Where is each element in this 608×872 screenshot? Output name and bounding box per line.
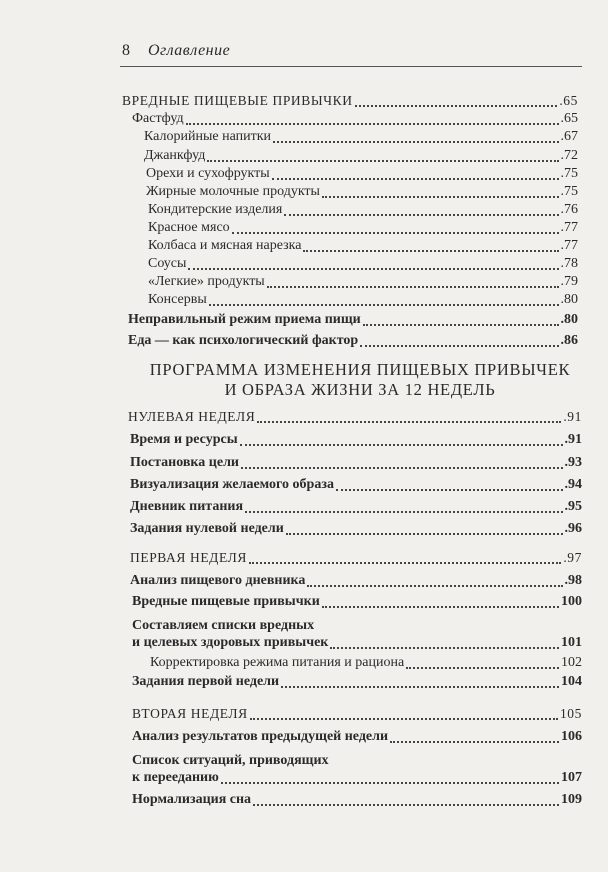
toc-entry-title: Дневник питания (130, 499, 244, 514)
leader-dots (360, 345, 558, 347)
toc-entry (144, 147, 578, 165)
toc-entry-page: .93 (564, 455, 582, 470)
toc-entry-section (122, 92, 578, 110)
toc-entry-title: и целевых здоровых привычек (132, 635, 329, 650)
toc-entry-page: .75 (560, 166, 578, 181)
toc-entry-title: Фастфуд (132, 111, 184, 126)
toc-entry-page: .97 (563, 550, 582, 565)
leader-dots (355, 105, 558, 107)
toc-entry-page: .80 (560, 292, 578, 307)
leader-dots (186, 123, 559, 125)
toc-entry-title: Колбаса и мясная нарезка (148, 238, 302, 253)
leader-dots (257, 421, 561, 423)
toc-entry-page: .91 (563, 409, 582, 424)
toc-entry-page: .77 (560, 220, 578, 235)
toc-entry (130, 498, 582, 516)
toc-entry-title: Красное мясо (148, 220, 230, 235)
toc-entry-title: Вредные пищевые привычки (132, 594, 320, 609)
toc-entry-title: Жирные молочные продукты (146, 184, 320, 199)
toc-entry-page: .86 (560, 333, 578, 348)
toc-entry-page: .75 (560, 184, 578, 199)
toc-entry-page: 109 (561, 792, 582, 807)
leader-dots (307, 585, 562, 587)
toc-entry-section (130, 549, 582, 567)
toc-entry (148, 291, 578, 309)
leader-dots (286, 533, 563, 535)
toc-entry-title: Соусы (148, 256, 187, 271)
toc-entry-title: Задания первой недели (132, 674, 280, 689)
toc-entry (146, 165, 578, 183)
toc-entry-section (128, 408, 582, 426)
toc-entry-title: НУЛЕВАЯ НЕДЕЛЯ (128, 409, 256, 424)
toc-entry-page: .77 (560, 238, 578, 253)
toc-entry-title: Еда — как психологический фактор (128, 333, 359, 348)
leader-dots (281, 686, 559, 688)
leader-dots (330, 647, 559, 649)
toc-entry (132, 634, 582, 652)
toc-entry-title: ПЕРВАЯ НЕДЕЛЯ (130, 550, 248, 565)
toc-entry-page: .65 (560, 111, 578, 126)
toc-entry (132, 728, 582, 746)
toc-entry (130, 454, 582, 472)
toc-entry-page: 100 (561, 594, 582, 609)
toc-entry-page: .72 (560, 148, 578, 163)
toc-entry (148, 273, 578, 291)
toc-entry-page: .98 (564, 573, 582, 588)
toc-entry (130, 476, 582, 494)
toc-entry-title: Постановка цели (130, 455, 239, 470)
toc-entry-page: .91 (564, 432, 582, 447)
leader-dots (241, 467, 563, 469)
toc-entry-title: Калорийные напитки (144, 129, 271, 144)
toc-entry-page: 106 (561, 729, 582, 744)
toc-entry-page: 105 (559, 706, 582, 721)
toc-entry-page: .78 (560, 256, 578, 271)
leader-dots (336, 489, 563, 491)
toc-entry-page: 102 (561, 655, 582, 670)
toc-entry (132, 593, 582, 611)
leader-dots (240, 444, 563, 446)
toc-entry (130, 520, 582, 538)
toc-entry-title: Орехи и сухофрукты (146, 166, 270, 181)
toc-entry-title: Джанкфуд (144, 148, 206, 163)
leader-dots (390, 741, 559, 743)
toc-entry-title: ВРЕДНЫЕ ПИЩЕВЫЕ ПРИВЫЧКИ (122, 93, 353, 108)
toc-entry-title: ВТОРАЯ НЕДЕЛЯ (132, 706, 248, 721)
leader-dots (322, 196, 559, 198)
toc-entry (148, 237, 578, 255)
toc-entry (148, 201, 578, 219)
toc-entry-page: .95 (564, 499, 582, 514)
toc-entry-title: Анализ пищевого дневника (130, 573, 306, 588)
leader-dots (245, 511, 562, 513)
toc-entry-title: Неправильный режим приема пищи (128, 312, 361, 327)
leader-dots (232, 232, 559, 234)
toc-entry-title: Нормализация сна (132, 792, 252, 807)
leader-dots (363, 324, 559, 326)
toc-entry-page: .94 (564, 477, 582, 492)
toc-entry-page: .96 (564, 521, 582, 536)
toc-entry-page: .79 (560, 274, 578, 289)
toc-entry-title: «Легкие» продукты (148, 274, 265, 289)
toc-entry-section (132, 705, 582, 723)
header-rule (120, 66, 582, 67)
leader-dots (209, 304, 559, 306)
toc-entry (132, 110, 578, 128)
toc-entry-title: Задания нулевой недели (130, 521, 284, 536)
toc-entry-page: 104 (561, 674, 582, 689)
toc-entry-title: Визуализация желаемого образа (130, 477, 334, 492)
toc-entry (148, 255, 578, 273)
toc-entry-page: .65 (559, 93, 578, 108)
leader-dots (249, 562, 561, 564)
page-number: 8 (122, 42, 130, 59)
leader-dots (272, 178, 559, 180)
toc-entry-title: Кондитерские изделия (148, 202, 283, 217)
toc-entry-title: Консервы (148, 292, 207, 307)
leader-dots (207, 160, 558, 162)
toc-entry (132, 769, 582, 787)
toc-entry (128, 332, 578, 350)
leader-dots (221, 782, 559, 784)
toc-entry (150, 654, 582, 672)
leader-dots (406, 667, 559, 669)
program-title-line2: И ОБРАЗА ЖИЗНИ ЗА 12 НЕДЕЛЬ (224, 380, 496, 399)
leader-dots (284, 214, 558, 216)
toc-entry-title: Составляем списки вредных (132, 618, 315, 633)
toc-entry (130, 572, 582, 590)
header-title: Оглавление (148, 42, 231, 59)
toc-entry-page: .76 (560, 202, 578, 217)
leader-dots (273, 141, 559, 143)
leader-dots (267, 286, 559, 288)
leader-dots (322, 606, 559, 608)
toc-entry (132, 673, 582, 691)
leader-dots (250, 718, 558, 720)
toc-entry-page: 101 (561, 635, 582, 650)
toc-entry-title: Время и ресурсы (130, 432, 238, 447)
toc-entry-page: .67 (560, 129, 578, 144)
toc-entry-page: .80 (560, 312, 578, 327)
toc-entry-title: Список ситуаций, приводящих (132, 753, 329, 768)
toc-entry (146, 183, 578, 201)
toc-entry (148, 219, 578, 237)
toc-entry (132, 791, 582, 809)
toc-entry-title: к перееданию (132, 770, 219, 785)
toc-entry (128, 311, 578, 329)
leader-dots (188, 268, 558, 270)
toc-entry-title: Корректировка режима питания и рациона (150, 655, 405, 670)
toc-entry-page: 107 (561, 770, 582, 785)
leader-dots (253, 804, 559, 806)
leader-dots (303, 250, 558, 252)
program-title-line1: ПРОГРАММА ИЗМЕНЕНИЯ ПИЩЕВЫХ ПРИВЫЧЕК (149, 360, 571, 379)
toc-entry-title: Анализ результатов предыдущей недели (132, 729, 389, 744)
toc-entry (130, 431, 582, 449)
toc-entry (144, 128, 578, 146)
